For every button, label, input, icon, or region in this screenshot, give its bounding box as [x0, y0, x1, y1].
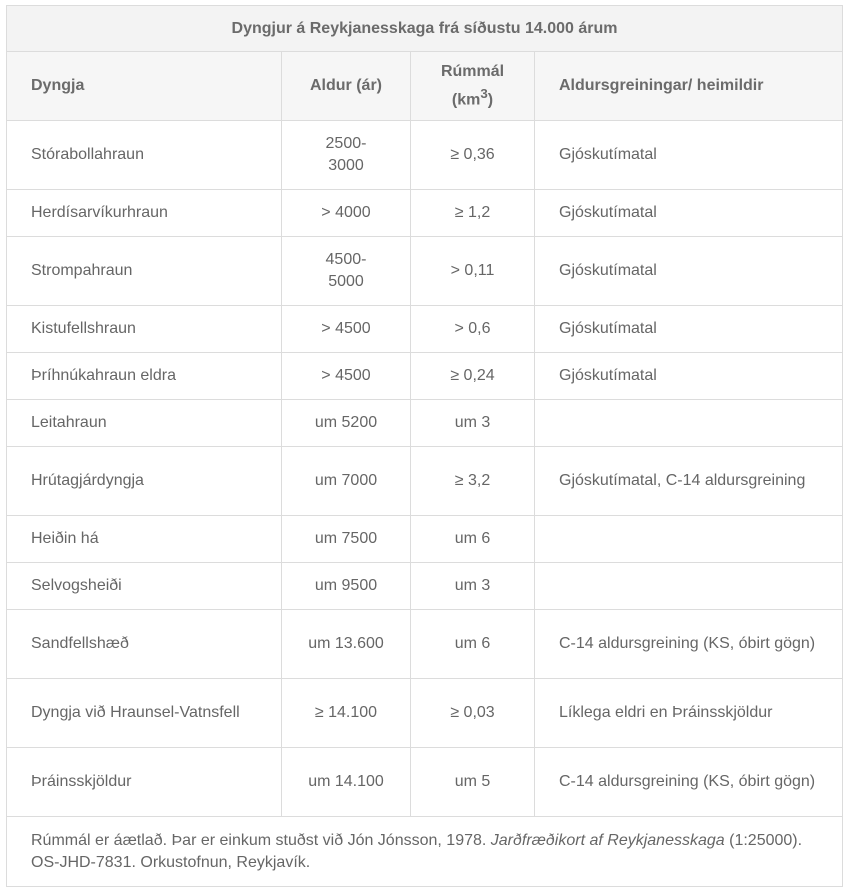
cell-volume: um 3: [411, 400, 535, 447]
footnote: Rúmmál er áætlað. Þar er einkum stuðst við Jón Jónsson, 1978. Jarðfræðikort af Reykjanesskaga (1:25000). OS-JHD-7831. Orkustofnun, Reykjavík.: [7, 817, 843, 887]
table-row: [7, 400, 843, 447]
cell-volume: um 3: [411, 563, 535, 610]
table-row: [7, 190, 843, 237]
cell-source: Gjóskutímatal: [535, 306, 843, 353]
cell-age: um 9500: [282, 563, 411, 610]
table-row: [7, 353, 843, 400]
cell-volume: um 6: [411, 610, 535, 679]
cell-age: um 7500: [282, 516, 411, 563]
cell-age: um 14.100: [282, 748, 411, 817]
cell-source: Líklega eldri en Þráinsskjöldur: [535, 679, 843, 748]
cell-name: Hrútagjárdyngja: [7, 447, 282, 516]
cell-volume: um 5: [411, 748, 535, 817]
cell-name: Sandfellshæð: [7, 610, 282, 679]
table-row: [7, 748, 843, 817]
cell-source: C-14 aldursgreining (KS, óbirt gögn): [535, 748, 843, 817]
cell-source: Gjóskutímatal: [535, 190, 843, 237]
cell-name: Dyngja við Hraunsel-Vatnsfell: [7, 679, 282, 748]
cell-name: Herdísarvíkurhraun: [7, 190, 282, 237]
cell-age: 2500-3000: [282, 121, 411, 190]
cell-source: C-14 aldursgreining (KS, óbirt gögn): [535, 610, 843, 679]
cell-volume: > 0,6: [411, 306, 535, 353]
table-row: [7, 610, 843, 679]
cell-source: [535, 563, 843, 610]
cell-name: Strompahraun: [7, 237, 282, 306]
lava-shields-table: [6, 5, 843, 887]
table-row: [7, 563, 843, 610]
table-row: [7, 516, 843, 563]
cell-volume: um 6: [411, 516, 535, 563]
table-title: Dyngjur á Reykjanesskaga frá síðustu 14.000 árum: [7, 6, 843, 52]
cell-name: Þráinsskjöldur: [7, 748, 282, 817]
table-row: [7, 306, 843, 353]
cell-source: Gjóskutímatal: [535, 237, 843, 306]
table-row: [7, 121, 843, 190]
cell-source: [535, 400, 843, 447]
cell-name: Heiðin há: [7, 516, 282, 563]
cell-name: Selvogsheiði: [7, 563, 282, 610]
header-source: Aldursgreiningar/ heimildir: [535, 52, 843, 121]
cell-age: um 5200: [282, 400, 411, 447]
cell-source: Gjóskutímatal, C-14 aldursgreining: [535, 447, 843, 516]
cell-age: > 4500: [282, 306, 411, 353]
cell-volume: ≥ 0,03: [411, 679, 535, 748]
cell-volume: > 0,11: [411, 237, 535, 306]
table-row: [7, 237, 843, 306]
cell-age: > 4000: [282, 190, 411, 237]
cell-age: > 4500: [282, 353, 411, 400]
table-row: [7, 447, 843, 516]
cell-source: Gjóskutímatal: [535, 353, 843, 400]
cell-volume: ≥ 1,2: [411, 190, 535, 237]
cell-volume: ≥ 0,24: [411, 353, 535, 400]
cell-age: ≥ 14.100: [282, 679, 411, 748]
cell-volume: ≥ 0,36: [411, 121, 535, 190]
cell-volume: ≥ 3,2: [411, 447, 535, 516]
cell-age: um 13.600: [282, 610, 411, 679]
header-age: Aldur (ár): [282, 52, 411, 121]
cell-age: 4500-5000: [282, 237, 411, 306]
header-name: Dyngja: [7, 52, 282, 121]
cell-name: Leitahraun: [7, 400, 282, 447]
table-row: [7, 679, 843, 748]
cell-source: Gjóskutímatal: [535, 121, 843, 190]
cell-name: Kistufellshraun: [7, 306, 282, 353]
header-volume: Rúmmál $(km^3)$: [411, 52, 535, 121]
cell-name: Þríhnúkahraun eldra: [7, 353, 282, 400]
cell-source: [535, 516, 843, 563]
cell-age: um 7000: [282, 447, 411, 516]
cell-name: Stórabollahraun: [7, 121, 282, 190]
